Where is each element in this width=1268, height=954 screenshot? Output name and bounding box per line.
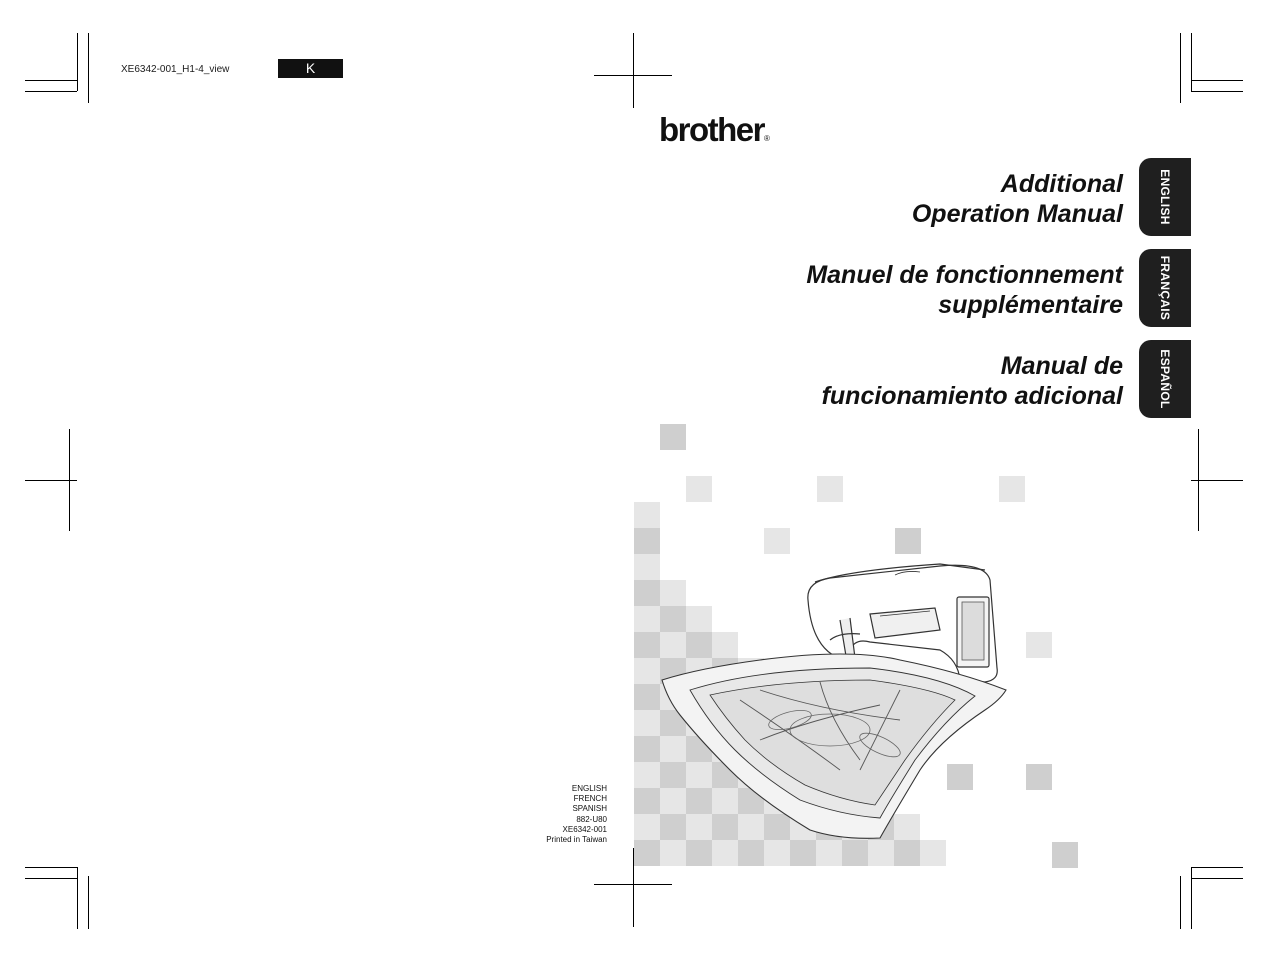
title-english-line-1: Additional — [1000, 170, 1123, 198]
print-info-line-4: 882-U80 — [576, 814, 607, 824]
print-info-line-5: XE6342-001 — [562, 824, 607, 834]
print-info-line-1: ENGLISH — [571, 784, 607, 793]
tab-spanish-label: ESPAÑOL — [1158, 349, 1172, 409]
quilt-icon — [662, 654, 1006, 838]
print-info-line-2: FRENCH — [573, 794, 607, 804]
tab-french-label: FRANÇAIS — [1158, 255, 1172, 321]
print-info-line-3: SPANISH — [572, 804, 607, 814]
color-plate-label: K — [278, 59, 343, 78]
print-info-line-6: Printed in Taiwan — [546, 835, 607, 845]
title-french-line-2: supplémentaire — [938, 291, 1123, 319]
print-info — [546, 784, 607, 845]
title-french-line-1: Manuel de fonctionnement — [806, 261, 1123, 289]
tab-english-label: ENGLISH — [1158, 169, 1172, 225]
file-id: XE6342-001_H1-4_view — [121, 64, 230, 75]
title-spanish-line-1: Manual de — [1000, 352, 1123, 380]
logo-text: brother — [659, 111, 764, 148]
title-spanish-line-2: funcionamiento adicional — [821, 382, 1123, 410]
title-english-line-2: Operation Manual — [911, 200, 1123, 228]
registered-mark: ® — [764, 134, 770, 143]
